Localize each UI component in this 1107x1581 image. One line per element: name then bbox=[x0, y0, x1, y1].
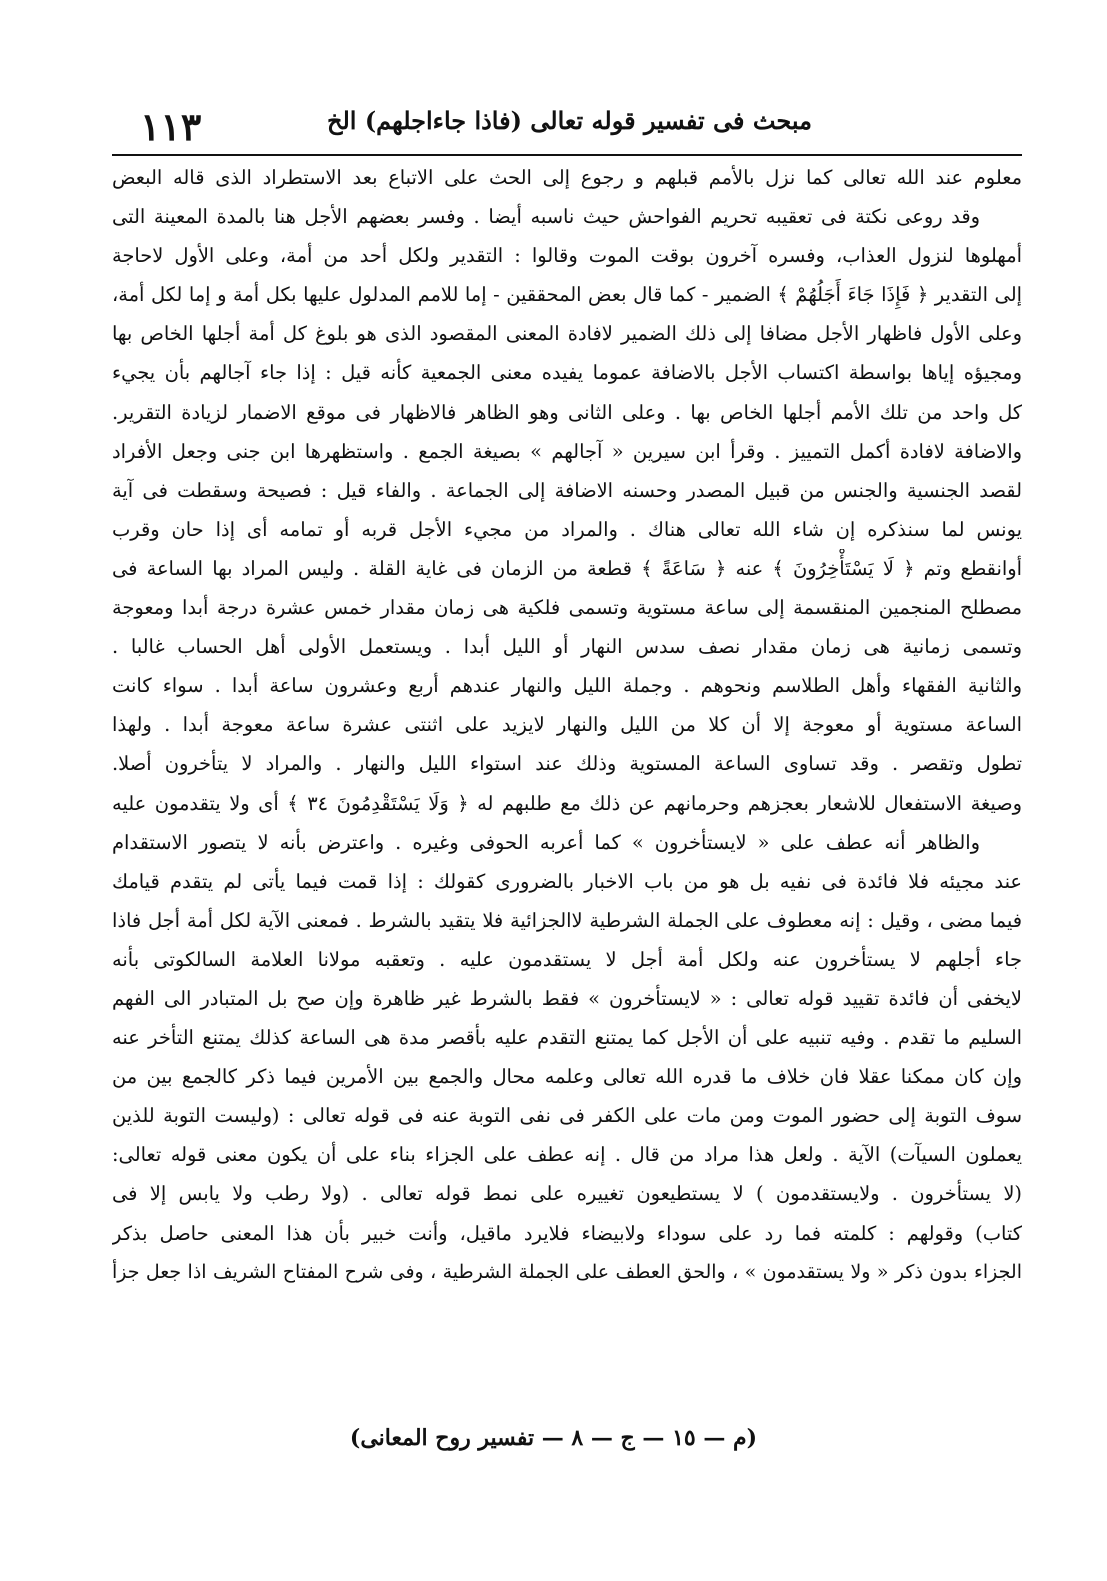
text-line: مصطلح المنجمين المنقسمة إلى ساعة مستوية وتسمى فلكية هى زمان مقدار خمس عشرة درجة أبدا ومعوجة bbox=[112, 596, 1022, 620]
text-line: ومجيؤه إياها بواسطة اكتساب الأجل بالاضافة عموما يفيده معنى الجمعية كأنه قيل : إذا جاء آجالهم بأن يجيء bbox=[112, 361, 1022, 385]
text-line: تطول وتقصر . وقد تساوى الساعة المستوية وذلك عند استواء الليل والنهار . والمراد لا يتأخرون أصلا. bbox=[112, 752, 1022, 776]
text-line: وعلى الأول فاظهار الأجل مضافا إلى ذلك الضمير لافادة المعنى المقصود الذى هو بلوغ كل أمة أجلها الخاص بها bbox=[112, 322, 1022, 346]
header-rule bbox=[112, 154, 1022, 156]
text-line: وصيغة الاستفعال للاشعار بعجزهم وحرمانهم عن ذلك مع طلبهم له ﴿ وَلَا يَسْتَقْدِمُونَ ٣٤ ﴾ أى ولا يتقدمون عليه bbox=[112, 791, 1022, 815]
text-line: والثانية الفقهاء وأهل الطلاسم ونحوهم . وجملة الليل والنهار عندهم أربع وعشرون ساعة أبدا . سواء كانت bbox=[112, 674, 1022, 698]
text-line: الساعة مستوية أو معوجة إلا أن كلا من الليل والنهار لايزيد على اثنتى عشرة ساعة معوجة أبدا . ولهذا bbox=[112, 713, 1022, 737]
text-line: السليم ما تقدم . وفيه تنبيه على أن الأجل كما يمتنع التقدم عليه بأقصر مدة هى الساعة كذلك يمتنع التأخر عنه bbox=[112, 1026, 1022, 1050]
page-footer: (م — ١٥ — ج — ٨ — تفسير روح المعانى) bbox=[349, 1425, 758, 1451]
text-line: يونس لما سنذكره إن شاء الله تعالى هناك . والمراد من مجيء الأجل قربه أو تمامه أى إذا حان وقرب bbox=[112, 517, 1022, 541]
text-line: الجزاء بدون ذكر « ولا يستقدمون » ، والحق العطف على الجملة الشرطية ، وفى شرح المفتاح الشريف اذا جعل جزأ bbox=[112, 1260, 1022, 1283]
text-line: عند مجيئه فلا فائدة فى نفيه بل هو من باب الاخبار بالضرورى كقولك : إذا قمت فيما يأتى لم يتقدم قيامك bbox=[112, 869, 1022, 893]
text-line: سوف التوبة إلى حضور الموت ومن مات على الكفر فى نفى التوبة عنه فى قوله تعالى : (وليست التوبة للذين bbox=[112, 1104, 1022, 1128]
text-line: وقد روعى نكتة فى تعقيبه تحريم الفواحش حيث ناسبه أيضا . وفسر بعضهم الأجل هنا بالمدة المعينة التى bbox=[112, 205, 980, 229]
text-line: أوانقطع وتم ﴿ لَا يَسْتَأْخِرُونَ ﴾ عنه ﴿ سَاعَةً ﴾ قطعة من الزمان فى غاية القلة . وليس المراد بها الساعة فى bbox=[112, 556, 1022, 580]
text-line: (لا يستأخرون . ولايستقدمون ) لا يستطيعون تغييره على نمط قوله تعالى . (ولا رطب ولا يابس إلا فى bbox=[112, 1182, 1022, 1206]
text-line: كتاب) وقولهم : كلمته فما رد على سوداء ولابيضاء فلايرد ماقيل، وأنت خبير بأن هذا المعنى حاصل بذكر bbox=[112, 1221, 1022, 1245]
text-line: أمهلوها لنزول العذاب، وفسره آخرون بوقت الموت وقالوا : التقدير ولكل أحد من أمة، وعلى الأول لاحاجة bbox=[112, 244, 1022, 268]
body-text bbox=[112, 158, 1022, 1292]
text-line: لقصد الجنسية والجنس من قبيل المصدر وحسنه الاضافة إلى الجماعة . والفاء قيل : فصيحة وسقطت فى آية bbox=[112, 478, 1022, 502]
text-line: والاضافة لافادة أكمل التمييز . وقرأ ابن سيرين « آجالهم » بصيغة الجمع . واستظهرها ابن جنى وجعل الأفراد bbox=[112, 439, 1022, 463]
running-title: مبحث فى تفسير قوله تعالى (فاذا جاءاجلهم) الخ bbox=[326, 106, 812, 135]
page-header bbox=[112, 96, 1022, 154]
text-line: جاء أجلهم لا يستأخرون عنه ولكل أمة أجل لا يستقدمون عليه . وتعقبه مولانا العلامة السالكوتى بأنه bbox=[112, 947, 1022, 971]
text-line: لايخفى أن فائدة تقييد قوله تعالى : « لايستأخرون » فقط بالشرط غير ظاهرة وإن صح بل المتبادر الى الفهم bbox=[112, 986, 1022, 1010]
text-line: كل واحد من تلك الأمم أجلها الخاص بها . وعلى الثانى وهو الظاهر فالاظهار فى موقع الاضمار لزيادة التقرير. bbox=[112, 400, 1022, 424]
text-line: إلى التقدير ﴿ فَإِذَا جَاءَ أَجَلُهُمْ ﴾ الضمير - كما قال بعض المحققين - إما للامم المدلول عليها بكل أمة و إما لكل أمة، bbox=[112, 283, 1022, 307]
page-number: ١١٣ bbox=[140, 104, 202, 149]
text-line: والظاهر أنه عطف على « لايستأخرون » كما أعربه الحوفى وغيره . واعترض بأنه لا يتصور الاستقدام bbox=[112, 830, 980, 854]
text-line: يعملون السيآت) الآية . ولعل هذا مراد من قال . إنه عطف على الجزاء بناء على أن يكون معنى قوله تعالى: bbox=[112, 1143, 1022, 1167]
text-line: وإن كان ممكنا عقلا فان خلاف ما قدره الله تعالى وعلمه محال والجمع بين الأمرين فيما ذكر كالجمع بين من bbox=[112, 1065, 1022, 1089]
text-line: وتسمى زمانية هى زمان مقدار نصف سدس النهار أو الليل أبدا . ويستعمل الأولى أهل الحساب غالبا . bbox=[112, 635, 1022, 659]
text-line: معلوم عند الله تعالى كما نزل بالأمم قبلهم و رجوع إلى الحث على الاتباع بعد الاستطراد الذى قاله البعض bbox=[112, 166, 1022, 189]
text-line: فيما مضى ، وقيل : إنه معطوف على الجملة الشرطية لاالجزائية فلا يتقيد بالشرط . فمعنى الآية لكل أمة أجل فاذا bbox=[112, 908, 1022, 932]
